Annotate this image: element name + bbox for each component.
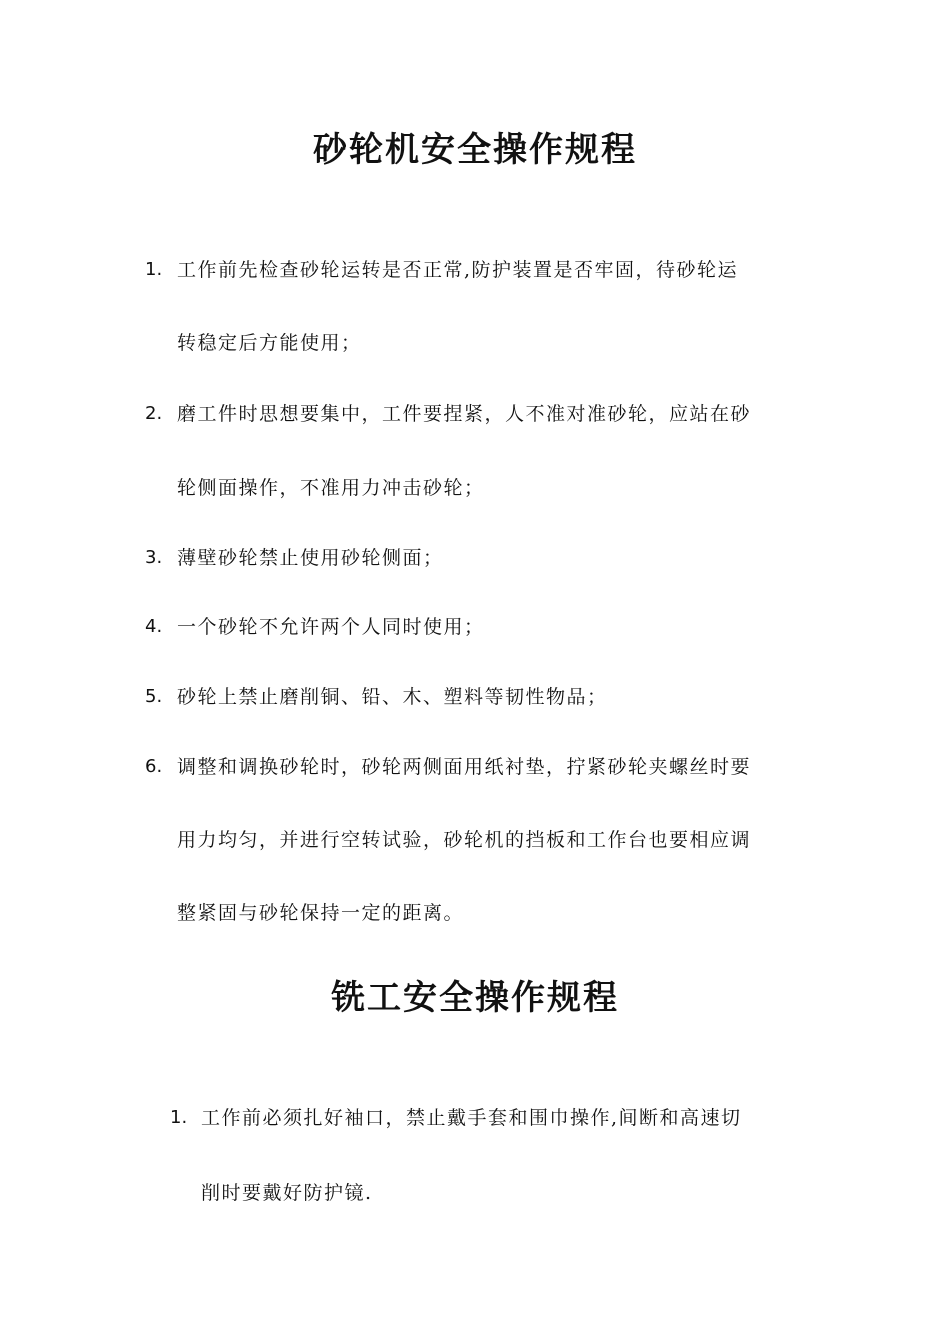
list-item-line: 磨工件时思想要集中，工件要捏紧，人不准对准砂轮，应站在砂 — [177, 403, 752, 425]
section-title-milling: 铣工安全操作规程 — [331, 978, 619, 1018]
list-number: 3. — [145, 547, 163, 568]
list-item-line: 工作前先检查砂轮运转是否正常,防护装置是否牢固，待砂轮运 — [177, 259, 739, 281]
list-item-line: 砂轮上禁止磨削铜、铅、木、塑料等韧性物品； — [177, 686, 608, 708]
list-number: 2. — [145, 403, 163, 424]
list-number: 4. — [145, 616, 163, 637]
list-item-line: 薄壁砂轮禁止使用砂轮侧面； — [177, 547, 444, 569]
list-item-line: 轮侧面操作，不准用力冲击砂轮； — [177, 477, 485, 499]
list-number: 5. — [145, 686, 163, 707]
list-item-line: 转稳定后方能使用； — [177, 332, 362, 354]
list-item-line: 整紧固与砂轮保持一定的距离。 — [177, 902, 465, 924]
section-title-grinder: 砂轮机安全操作规程 — [313, 130, 637, 170]
list-item-line: 调整和调换砂轮时，砂轮两侧面用纸衬垫，拧紧砂轮夹螺丝时要 — [177, 756, 752, 778]
list-number: 1. — [170, 1107, 188, 1128]
list-number: 6. — [145, 756, 163, 777]
list-item-line: 工作前必须扎好袖口，禁止戴手套和围巾操作,间断和高速切 — [201, 1107, 742, 1129]
list-item-line: 一个砂轮不允许两个人同时使用； — [177, 616, 485, 638]
list-item-line: 削时要戴好防护镜. — [201, 1182, 373, 1204]
list-item-line: 用力均匀，并进行空转试验，砂轮机的挡板和工作台也要相应调 — [177, 829, 752, 851]
list-number: 1. — [145, 259, 163, 280]
